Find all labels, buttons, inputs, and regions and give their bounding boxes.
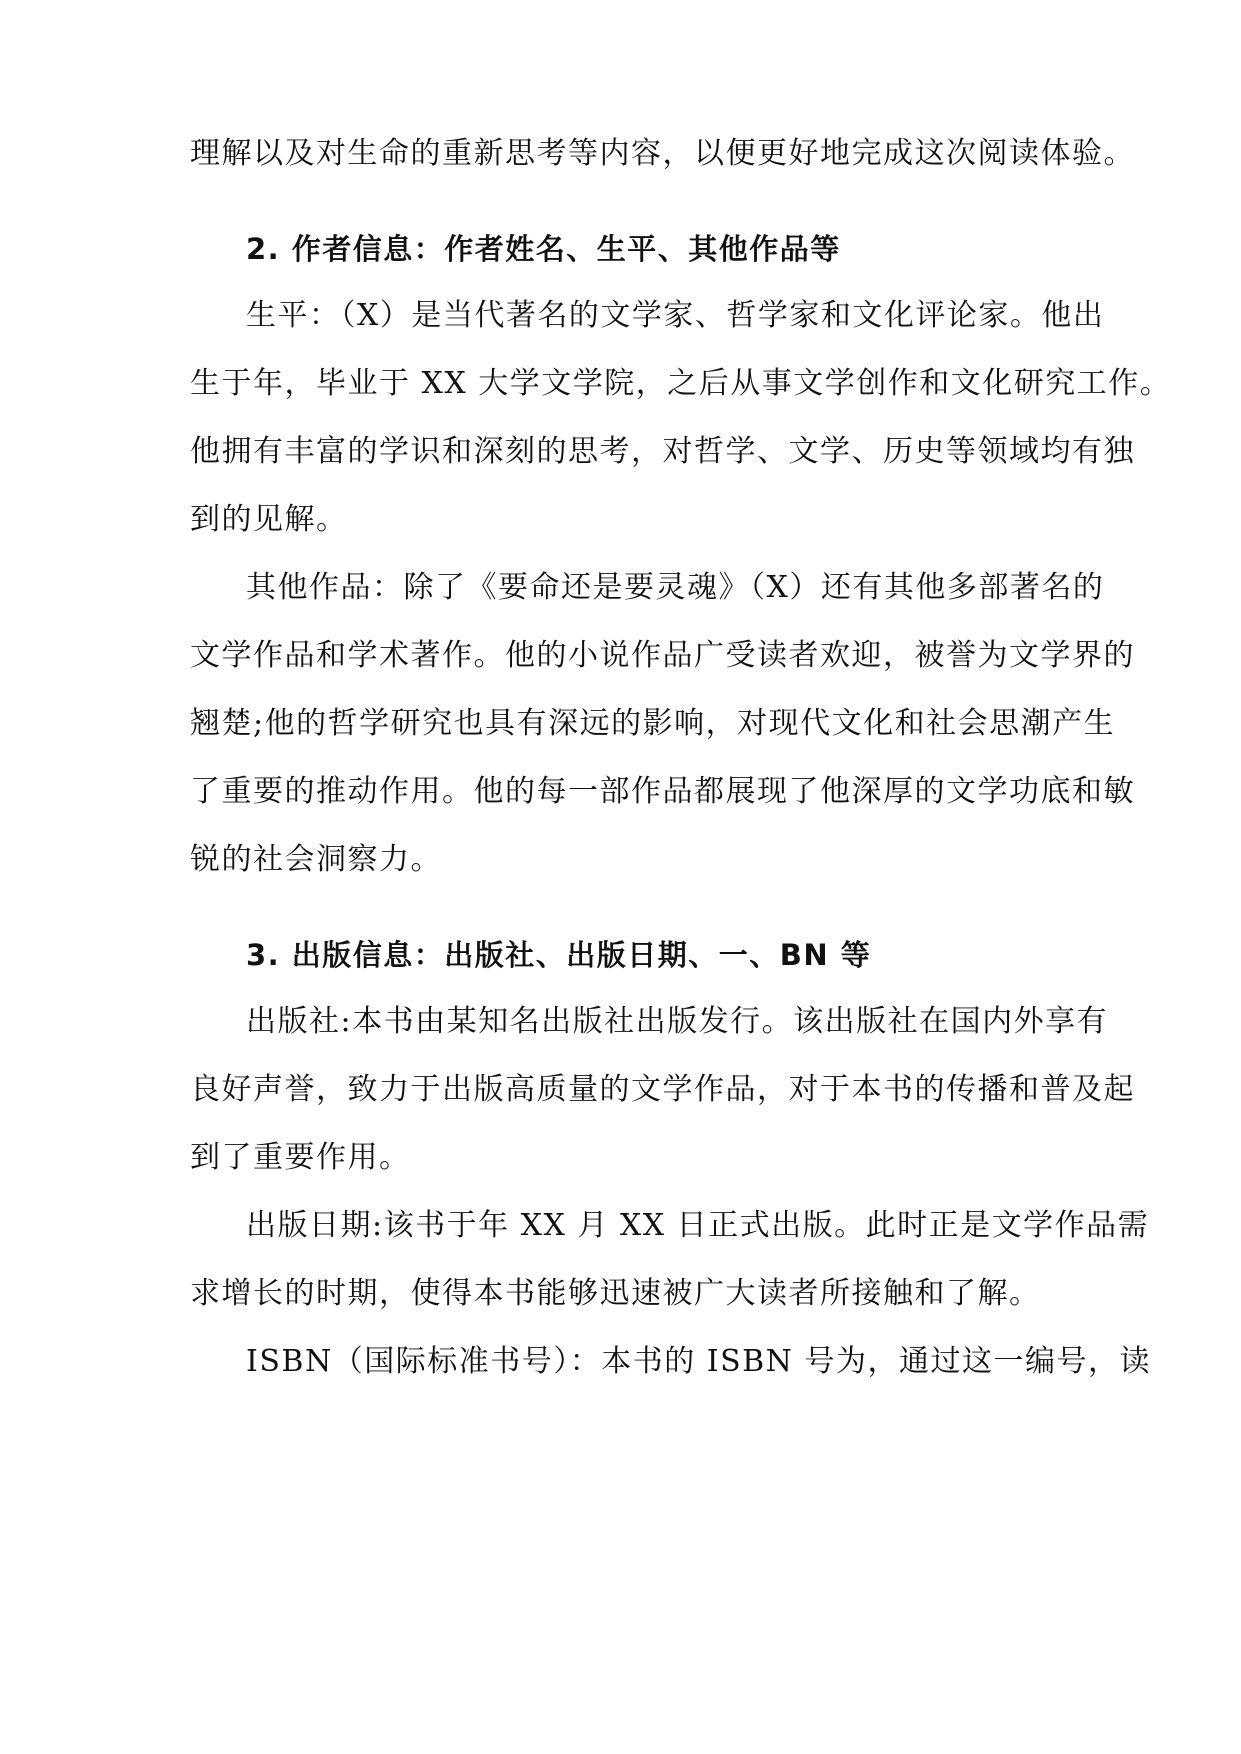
works-line-1: 其他作品：除了《要命还是要灵魂》（X）还有其他多部著名的 bbox=[246, 570, 1105, 605]
works-line-3: 翘楚;他的哲学研究也具有深远的影响，对现代文化和社会思潮产生 bbox=[190, 706, 1116, 741]
works-line-2: 文学作品和学术著作。他的小说作品广受读者欢迎，被誉为文学界的 bbox=[190, 638, 1135, 673]
date-line-2: 求增长的时期，使得本书能够迅速被广大读者所接触和了解。 bbox=[190, 1276, 1041, 1311]
isbn-line: ISBN（国际标准书号）：本书的 ISBN 号为，通过这一编号，读 bbox=[246, 1344, 1151, 1379]
biography-line-3: 他拥有丰富的学识和深刻的思考，对哲学、文学、历史等领域均有独 bbox=[190, 434, 1135, 469]
works-line-5: 锐的社会洞察力。 bbox=[190, 842, 442, 877]
publisher-line-3: 到了重要作用。 bbox=[190, 1140, 411, 1175]
biography-line-4: 到的见解。 bbox=[190, 502, 348, 537]
section-2-heading: 2. 作者信息：作者姓名、生平、其他作品等 bbox=[246, 232, 841, 266]
biography-line-2: 生于年，毕业于 XX 大学文学院，之后从事文学创作和文化研究工作。 bbox=[190, 366, 1172, 401]
section-3-heading: 3. 出版信息：出版社、出版日期、一、BN 等 bbox=[246, 938, 872, 972]
publisher-line-2: 良好声誉，致力于出版高质量的文学作品，对于本书的传播和普及起 bbox=[190, 1072, 1135, 1107]
date-line-1: 出版日期:该书于年 XX 月 XX 日正式出版。此时正是文学作品需 bbox=[246, 1208, 1150, 1243]
works-line-4: 了重要的推动作用。他的每一部作品都展现了他深厚的文学功底和敏 bbox=[190, 774, 1135, 809]
intro-text-line: 理解以及对生命的重新思考等内容，以便更好地完成这次阅读体验。 bbox=[190, 136, 1135, 171]
biography-line-1: 生平：（X）是当代著名的文学家、哲学家和文化评论家。他出 bbox=[246, 298, 1105, 333]
publisher-line-1: 出版社:本书由某知名出版社出版发行。该出版社在国内外享有 bbox=[246, 1004, 1109, 1039]
